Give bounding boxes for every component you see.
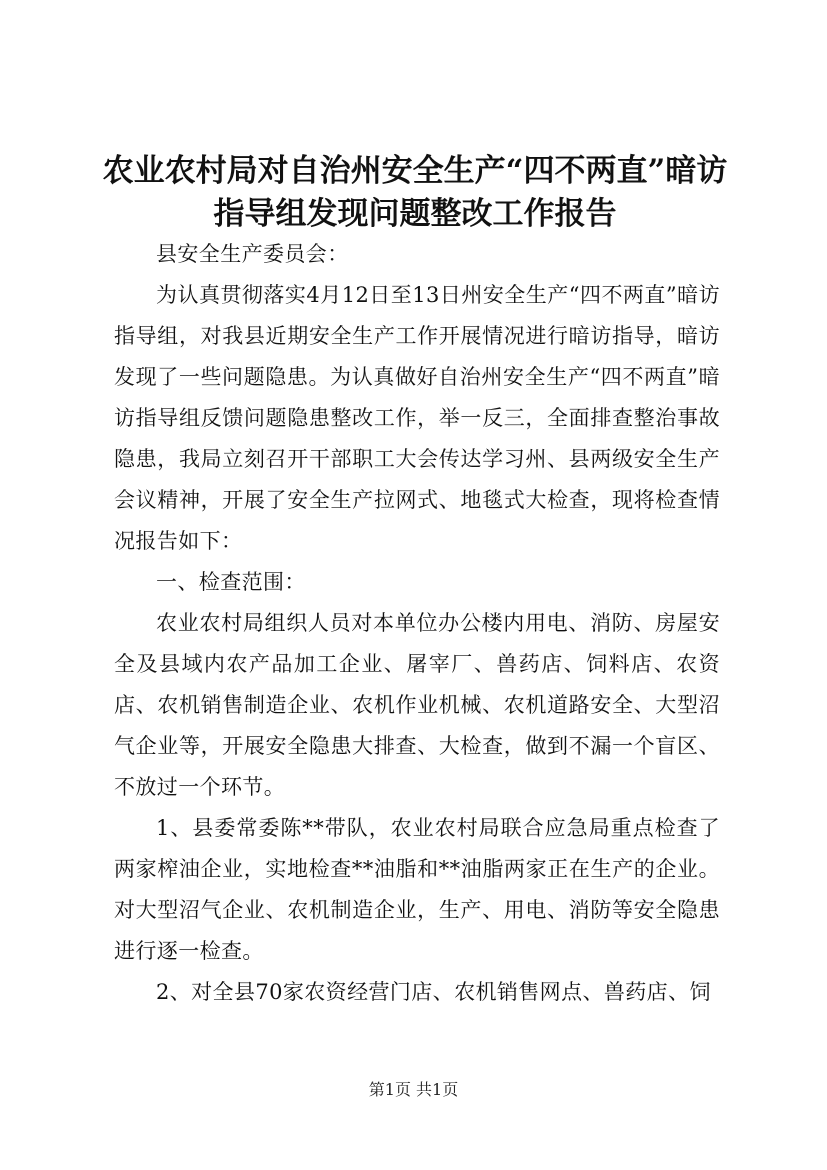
document-body — [114, 234, 720, 1013]
scope-paragraph: 农业农村局组织人员对本单位办公楼内用电、消防、房屋安全及县域内农产品加工企业、屠宰厂、兽药店、饲料店、农资店、农机销售制造企业、农机作业机械、农机道路安全、大型沼气企业等，开展安全隐患大排查、大检查，做到不漏一个盲区、不放过一个环节。 — [114, 611, 720, 799]
page-footer: 第1页 共1页 — [368, 1080, 459, 1099]
salutation-paragraph: 县安全生产委员会： — [156, 242, 349, 266]
inspection-item-1: 1、县委常委陈**带队，农业农村局联合应急局重点检查了两家榨油企业，实地检查**油脂和**油脂两家正在生产的企业。对大型沼气企业、农机制造企业，生产、用电、消防等安全隐患进行逐一检查。 — [114, 816, 720, 963]
section-heading: 一、检查范围： — [156, 570, 306, 594]
inspection-item-2: 2、对全县70家农资经营门店、农机销售网点、兽药店、饲 — [156, 980, 711, 1004]
intro-paragraph: 为认真贯彻落实4月12日至13日州安全生产“四不两直”暗访指导组，对我县近期安全生产工作开展情况进行暗访指导，暗访发现了一些问题隐患。为认真做好自治州安全生产“四不两直”暗访指导组反馈问题隐患整改工作，举一反三，全面排查整治事故隐患，我局立刻召开干部职工大会传达学习州、县两级安全生产会议精神，开展了安全生产拉网式、地毯式大检查，现将检查情况报告如下： — [114, 283, 720, 553]
document-title: 农业农村局对自治州安全生产“四不两直”暗访指导组发现问题整改工作报告 — [102, 153, 728, 232]
